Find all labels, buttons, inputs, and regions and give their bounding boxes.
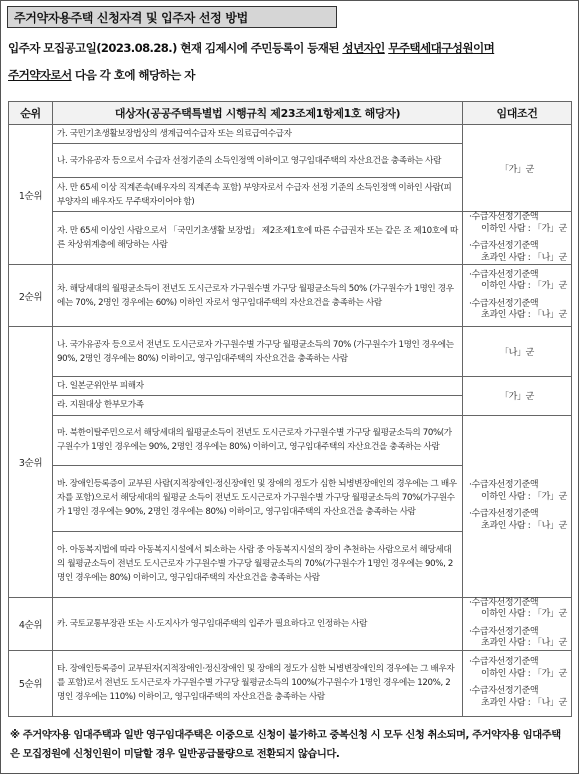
- header-rank: 순위: [9, 102, 53, 125]
- rank-3-item-ba: 바. 장애인등록증이 교부된 사람(지적장애인·정신장애인 및 장애의 정도가 심한 뇌병변장애인의 경우에는 그 배우자를 포함)으로서 해당세대의 월평균 소득이 전년도 도시근로자 가구원수별 가구당 월평균소득의 70%(가구원수가 1명인 경우에는 90%, 2명인 경우에는 80%) 이하이고, 영구임대주택의 자산요건을 충족하는 사람: [53, 465, 463, 531]
- rank-2-label: 2순위: [9, 265, 53, 327]
- announcement-date: 입주자 모집공고일(2023.08.28.): [8, 41, 177, 55]
- rank-3-item-na: 나. 국가유공자 등으로서 전년도 도시근로자 가구원수별 가구당 월평균소득의 70% (가구원수가 1명인 경우에는 90%, 2명인 경우에는 80%) 이하이고, 영구임대주택의 자산요건을 충족하는 사람: [53, 327, 463, 377]
- rank-1-item-ga: 가. 국민기초생활보장법상의 생계급여수급자 또는 의료급여수급자: [53, 125, 463, 144]
- intro-underlined-vulnerable: 주거약자로서: [8, 68, 72, 82]
- rank-1-item-ja: 자. 만 65세 이상인 사람으로서 「국민기초생활 보장법」 제2조제1호에 따른 수급권자 또는 같은 조 제10호에 따른 차상위계층에 해당하는 사람: [53, 212, 463, 265]
- rank-4-split-condition: ·수급자선정기준액 이하인 사람 : 「가」군 ·수급자선정기준액 초과인 사람 : 「나」군: [463, 597, 572, 650]
- table-row: [9, 212, 572, 265]
- table-row: [9, 327, 572, 377]
- intro-text: 현재 김제시에 주민등록이 등재된: [176, 41, 343, 55]
- section-title: 주거약자용주택 신청자격 및 입주자 선정 방법: [7, 6, 337, 28]
- rank-3-item-a: 아. 아동복지법에 따라 아동복지시설에서 퇴소하는 사람 중 아동복지시설의 장이 추천하는 사람으로서 해당세대의 월평균소득이 전년도 도시근로자 가구원수별 가구당 월평균소득의 70%(가구원수가 1명인 경우에는 90%, 2명인 경우에는 80%) 이하이고, 영구임대주택의 자산요건을 충족하는 사람: [53, 531, 463, 597]
- intro-underlined-adult: 성년자인: [342, 41, 385, 55]
- table-row: [9, 597, 572, 650]
- rank-3-item-da: 다. 일본군위안부 피해자: [53, 377, 463, 396]
- intro-line-2: [8, 66, 571, 84]
- rank-2-split-condition: ·수급자선정기준액 이하인 사람 : 「가」군 ·수급자선정기준액 초과인 사람 : 「나」군: [463, 265, 572, 327]
- rank-5-label: 5순위: [9, 650, 53, 716]
- intro-line-1: [8, 39, 571, 57]
- rank-4-label: 4순위: [9, 597, 53, 650]
- rank-2-item-cha: 차. 해당세대의 월평균소득이 전년도 도시근로자 가구원수별 가구당 월평균소득의 50% (가구원수가 1명인 경우에는 70%, 2명인 경우에는 60%) 이하인 자로서 영구임대주택의 자산요건을 충족하는 사람: [53, 265, 463, 327]
- rank-3-split-condition: ·수급자선정기준액 이하인 사람 : 「가」군 ·수급자선정기준액 초과인 사람 : 「나」군: [463, 415, 572, 597]
- table-header-row: [9, 102, 572, 125]
- rank-1-item-sa: 사. 만 65세 이상 직계존속(배우자의 직계존속 포함) 부양자로서 수급자 선정 기준의 소득인정액 이하인 사람(피부양자의 배우자도 무주택자이어야 함): [53, 178, 463, 212]
- header-target: 대상자(공공주택특별법 시행규칙 제23조제1항제1호 해당자): [53, 102, 463, 125]
- header-condition: 임대조건: [463, 102, 572, 125]
- rank-3-condition-na: 「나」군: [463, 327, 572, 377]
- rank-5-split-condition: ·수급자선정기준액 이하인 사람 : 「가」군 ·수급자선정기준액 초과인 사람 : 「나」군: [463, 650, 572, 716]
- rank-3-item-ra: 라. 지원대상 한부모가족: [53, 396, 463, 415]
- rank-1-item-na: 나. 국가유공자 등으로서 수급자 선정기준의 소득인정액 이하이고 영구임대주택의 자산요건을 충족하는 사람: [53, 144, 463, 178]
- intro-text-2: 다음 각 호에 해당하는 자: [71, 68, 195, 82]
- intro-underlined-household: 무주택세대구성원이며: [388, 41, 495, 55]
- rank-1-label: 1순위: [9, 125, 53, 265]
- rank-3-item-ma: 마. 북한이탈주민으로서 해당세대의 월평균소득이 전년도 도시근로자 가구원수별 가구당 월평균소득의 70%(가구원수가 1명인 경우에는 90%, 2명인 경우에는 80%) 이하이고, 영구임대주택의 자산요건을 충족하는 사람: [53, 415, 463, 465]
- rank-1-split-condition: ·수급자선정기준액 이하인 사람 : 「가」군 ·수급자선정기준액 초과인 사람 : 「나」군: [463, 212, 572, 265]
- footnote: ※ 주거약자용 임대주택과 일반 영구임대주택은 이중으로 신청이 불가하고 중복신청 시 모두 신청 취소되며, 주거약자용 임대주택은 모집정원에 신청인원이 미달할 경우 일반공급물량으로 전환되지 않습니다.: [10, 729, 561, 760]
- eligibility-table: [8, 101, 572, 717]
- rank-3-condition-ga: 「가」군: [463, 377, 572, 415]
- table-row: [9, 650, 572, 716]
- rank-3-label: 3순위: [9, 327, 53, 597]
- table-row: [9, 415, 572, 465]
- table-row: [9, 125, 572, 144]
- rank-1-condition: 「가」군: [463, 125, 572, 212]
- rank-4-item-ka: 카. 국토교통부장관 또는 시·도지사가 영구임대주택의 입주가 필요하다고 인정하는 사람: [53, 597, 463, 650]
- table-row: [9, 377, 572, 396]
- rank-5-item-ta: 타. 장애인등록증이 교부된자(지적장애인·정신장애인 및 장애의 정도가 심한 뇌병변장애인의 경우에는 그 배우자를 포함)로서 전년도 도시근로자 가구원수별 가구당 월평균소득의 100%(가구원수가 1명인 경우에는 120%, 2명인 경우에는 110%) 이하이고, 영구임대주택의 자산요건을 충족하는 사람: [53, 650, 463, 716]
- table-row: [9, 265, 572, 327]
